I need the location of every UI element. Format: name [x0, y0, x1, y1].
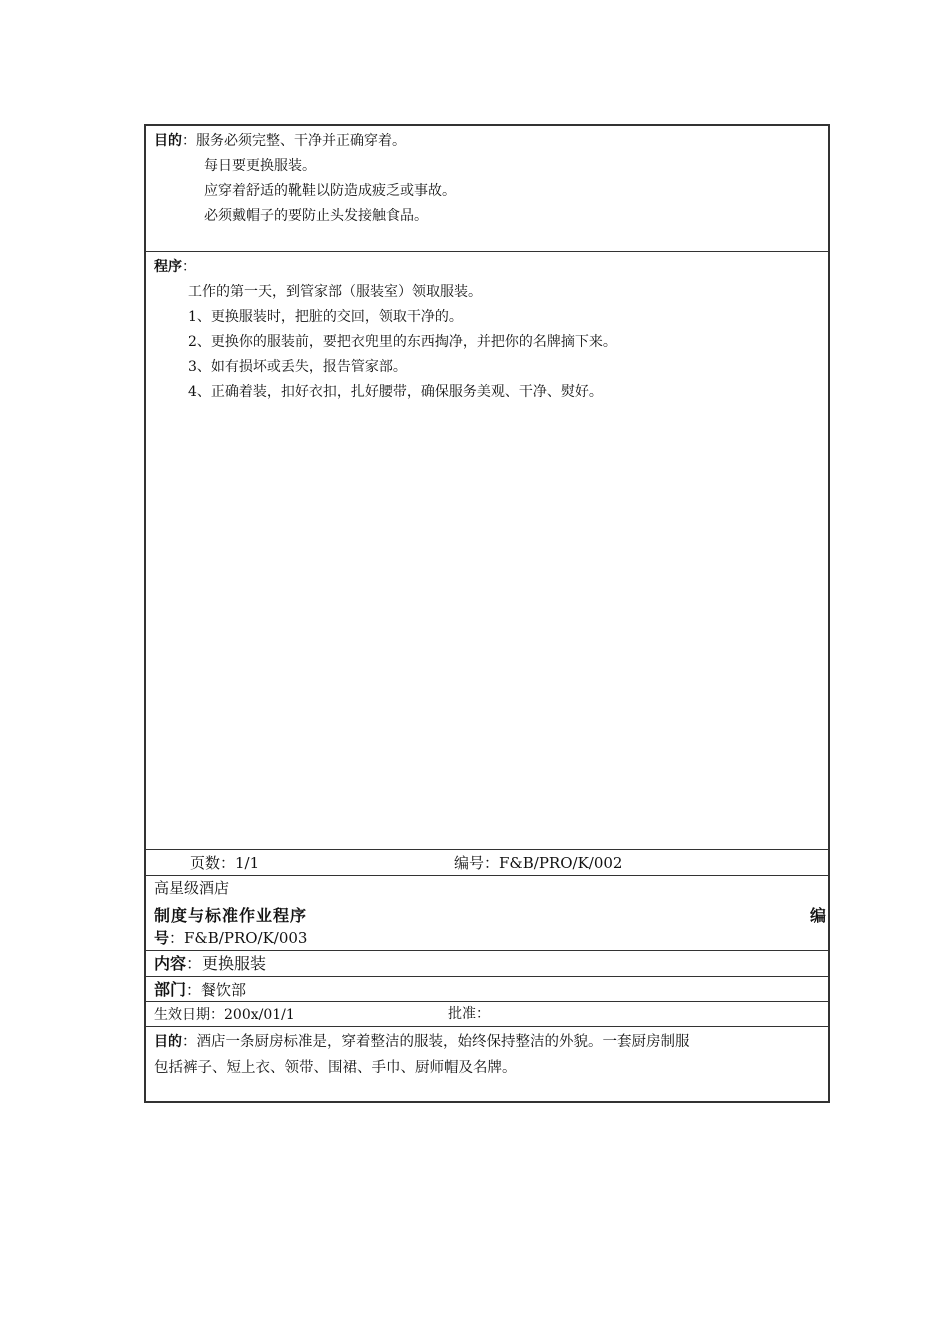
effective-row: [146, 1002, 828, 1027]
approval: 批准：: [448, 1006, 490, 1022]
purpose-line: 必须戴帽子的要防止头发接触食品。: [204, 208, 428, 224]
page-count: 页数：1/1: [190, 854, 260, 872]
content-label: 内容: [154, 954, 187, 973]
document-sheet: [144, 124, 830, 1103]
purpose-section: [146, 126, 828, 252]
hotel-name-row: [146, 876, 828, 901]
procedure-step: 2、更换你的服装前，要把衣兜里的东西掏净，并把你的名牌摘下来。: [188, 334, 617, 350]
procedure-step: 1、更换服装时，把脏的交回，领取干净的。: [188, 309, 463, 325]
content-value: ：更换服装: [186, 954, 267, 973]
footer-row: [146, 850, 828, 876]
code-value: ：F&B/PRO/K/003: [169, 929, 308, 947]
purpose2-section: [146, 1027, 828, 1103]
procedure-heading: [154, 255, 828, 280]
content-row: [146, 951, 828, 977]
effective-date: 生效日期：200x/01/1: [154, 1007, 295, 1023]
purpose-text: ：服务必须完整、干净并正确穿着。: [182, 133, 406, 149]
purpose2-line: [154, 1029, 820, 1055]
department-label: 部门: [154, 980, 187, 999]
purpose-label: 目的: [154, 133, 182, 149]
purpose-line: 应穿着舒适的靴鞋以防造成疲乏或事故。: [204, 183, 456, 199]
title-row: [146, 901, 828, 926]
purpose2-label: 目的: [154, 1034, 182, 1050]
procedure-intro: 工作的第一天，到管家部（服装室）领取服装。: [188, 284, 482, 300]
purpose-line: [154, 129, 828, 154]
procedure-label: 程序: [154, 259, 182, 275]
procedure-section: [146, 252, 828, 850]
document-code: 编号：F&B/PRO/K/002: [454, 854, 623, 872]
code-row: [146, 926, 828, 951]
hotel-name: 高星级酒店: [154, 879, 230, 897]
code-label-part2: 号: [154, 929, 170, 947]
procedure-colon: ：: [182, 259, 196, 275]
procedure-step: 4、正确着装，扣好衣扣，扎好腰带，确保服务美观、干净、熨好。: [188, 384, 603, 400]
purpose2-text: ：酒店一条厨房标准是，穿着整洁的服装，始终保持整洁的外貌。一套厨房制服: [182, 1034, 690, 1050]
purpose2-line: 包括裤子、短上衣、领带、围裙、手巾、厨师帽及名牌。: [154, 1060, 517, 1076]
procedure-step: 3、如有损坏或丢失，报告管家部。: [188, 359, 407, 375]
department-row: [146, 977, 828, 1002]
document-title: 制度与标准作业程序: [154, 906, 308, 925]
document-box-1: [144, 124, 830, 1103]
purpose-line: 每日要更换服装。: [204, 158, 316, 174]
department-value: ：餐饮部: [186, 981, 247, 999]
code-label-part1: 编: [809, 906, 826, 925]
